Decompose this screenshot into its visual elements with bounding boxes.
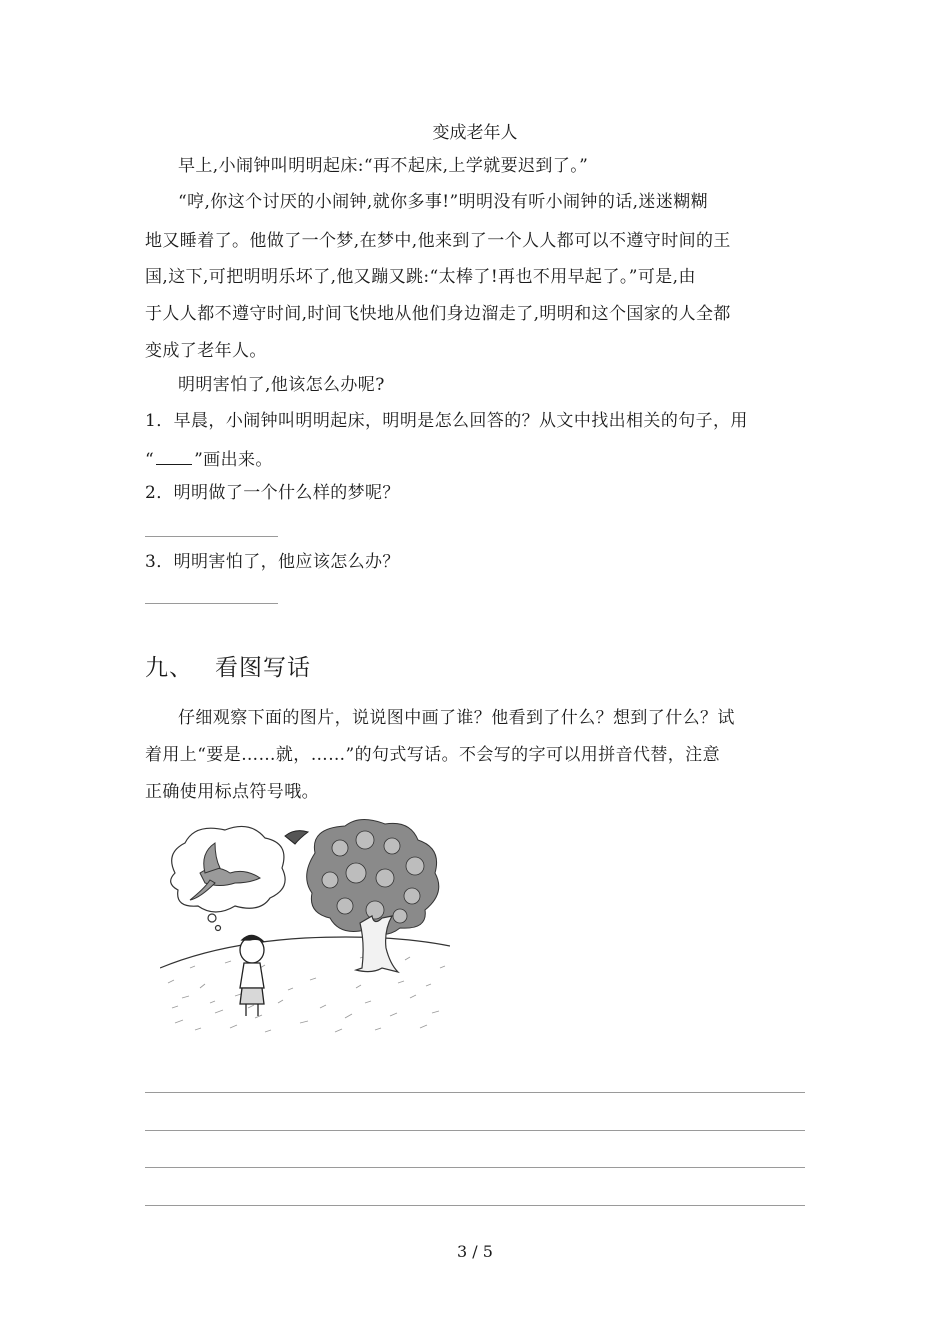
instruction-line-3: 正确使用标点符号哦。	[145, 782, 319, 802]
writing-line-4[interactable]	[145, 1205, 805, 1206]
story-line-6: 变成了老年人。	[145, 341, 267, 361]
story-line-2: “哼,你这个讨厌的小闹钟,就你多事!”明明没有听小闹钟的话,迷迷糊糊	[178, 192, 709, 212]
writing-line-2[interactable]	[145, 1130, 805, 1131]
story-line-5: 于人人都不遵守时间,时间飞快地从他们身边溜走了,明明和这个国家的人全都	[145, 304, 731, 324]
story-title: 变成老年人	[432, 123, 518, 143]
story-line-1: 早上,小闹钟叫明明起床:“再不起床,上学就要迟到了。”	[178, 156, 589, 176]
instruction-line-2: 着用上“要是……就，……”的句式写话。不会写的字可以用拼音代替，注意	[145, 745, 720, 765]
question-1-instruction: ”画出来。	[194, 450, 273, 470]
question-1-line-2	[145, 448, 273, 472]
question-3: 3．明明害怕了，他应该怎么办？	[145, 552, 400, 572]
story-line-4: 国,这下,可把明明乐坏了,他又蹦又跳:“太棒了!再也不用早起了。”可是,由	[145, 267, 696, 287]
writing-line-3[interactable]	[145, 1167, 805, 1168]
story-line-3: 地又睡着了。他做了一个梦,在梦中,他来到了一个人人都可以不遵守时间的王	[145, 231, 731, 251]
section-title: 看图写话	[215, 655, 311, 681]
answer-line-q3[interactable]	[145, 603, 278, 604]
page-number: 3 / 5	[457, 1242, 493, 1261]
writing-line-1[interactable]	[145, 1092, 805, 1093]
instruction-line-1: 仔细观察下面的图片，说说图中画了谁？他看到了什么？想到了什么？试	[178, 708, 735, 728]
question-2: 2．明明做了一个什么样的梦呢？	[145, 483, 400, 503]
quote-open: “	[145, 450, 155, 470]
answer-line-q2[interactable]	[145, 536, 278, 537]
section-number: 九、	[145, 655, 193, 681]
question-1-line-1: 1．早晨，小闹钟叫明明起床，明明是怎么回答的？从文中找出相关的句子，用	[145, 411, 748, 431]
underline-blank	[156, 450, 192, 465]
story-line-7: 明明害怕了,他该怎么办呢?	[178, 375, 385, 395]
section-heading	[145, 652, 311, 684]
picture-boy-tree-bird-illustration	[160, 818, 450, 1040]
